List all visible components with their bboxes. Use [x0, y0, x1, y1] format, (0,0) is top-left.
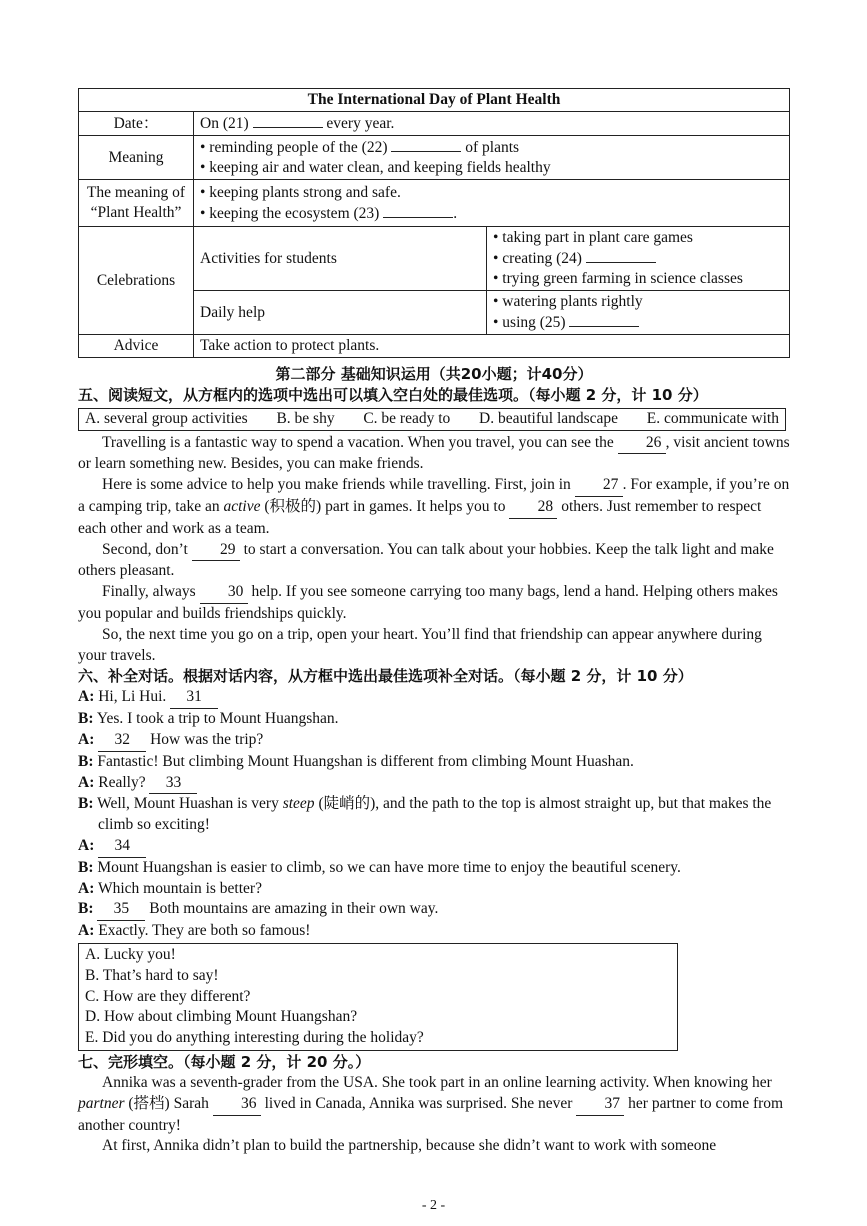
- section6-heading: 六、补全对话。根据对话内容，从方框中选出最佳选项补全对话。（每小题 2 分，计 10 分）: [78, 667, 693, 686]
- celebrations-label: Celebrations: [79, 227, 194, 335]
- dialogue-line: A: 34: [78, 836, 790, 858]
- dialogue-line: B: Yes. I took a trip to Mount Huangshan.: [78, 710, 339, 728]
- dialogue-line: A: Exactly. They are both so famous!: [78, 922, 311, 940]
- dialogue-option: C. How are they different?: [85, 987, 251, 1005]
- meaning-cell: [194, 136, 790, 180]
- exam-page: [78, 88, 790, 1157]
- section5-heading: 五、阅读短文，从方框内的选项中选出可以填入空白处的最佳选项。（每小题 2 分，计 10 分）: [78, 385, 708, 404]
- blank-31[interactable]: 31: [170, 687, 218, 709]
- dialogue-option: D. How about climbing Mount Huangshan?: [85, 1008, 358, 1026]
- meaning-label: Meaning: [79, 136, 194, 180]
- blank-21[interactable]: [253, 113, 323, 128]
- table-title: The International Day of Plant Health: [79, 89, 790, 112]
- option-a: A. several group activities: [85, 409, 248, 427]
- blank-22[interactable]: [391, 137, 461, 152]
- section5-options: [78, 408, 786, 431]
- option-d: D. beautiful landscape: [479, 409, 619, 427]
- passage-paragraph-3: Second, don’t 29 to start a conversation. You can talk about your hobbies. Keep the talk light and make others pleasant.: [78, 540, 774, 580]
- advice-text: Take action to protect plants.: [194, 335, 790, 358]
- date-post: every year.: [326, 115, 395, 132]
- date-pre: On (21): [200, 115, 249, 132]
- passage-paragraph-4: Finally, always 30 help. If you see someone carrying too many bags, lend a hand. Helping others makes you popular and builds friendships quickly.: [78, 583, 778, 622]
- cloze-paragraph-1: Annika was a seventh-grader from the USA. She took part in an online learning activity. When knowing her partner (搭档) Sarah 36 lived in Canada, Annika was surprised. She never 37 her partner to come from another country!: [78, 1073, 784, 1134]
- part2-title: 第二部分 基础知识运用（共20小题；计40分）: [275, 365, 593, 383]
- students-1: • taking part in plant care games: [493, 229, 693, 246]
- blank-23[interactable]: [383, 203, 453, 218]
- passage-paragraph-2: Here is some advice to help you make friends while travelling. First, join in 27 . For example, if you’re on a camping trip, take an active (积极的) part in games. It helps you to 28 others. Just remember to respect each other and work as a team.: [78, 476, 790, 537]
- dialogue-line: B: Mount Huangshan is easier to climb, so we can have more time to enjoy the beautiful scenery.: [78, 858, 681, 876]
- blank-27[interactable]: 27: [575, 475, 623, 497]
- dialogue-option: E. Did you do anything interesting during the holiday?: [85, 1029, 424, 1047]
- blank-30[interactable]: 30: [200, 582, 248, 604]
- passage-paragraph-5: So, the next time you go on a trip, open your heart. You’ll find that friendship can appear anywhere during your travels.: [78, 625, 762, 664]
- dialogue-line: A: Which mountain is better?: [78, 879, 262, 897]
- blank-32[interactable]: 32: [98, 730, 146, 752]
- blank-26[interactable]: 26: [618, 433, 666, 455]
- advice-label: Advice: [79, 335, 194, 358]
- dialogue-option: A. Lucky you!: [85, 945, 176, 963]
- date-label: Date：: [79, 112, 194, 136]
- blank-25[interactable]: [569, 312, 639, 327]
- dialogue-line: B: Well, Mount Huashan is very steep (陡峭的), and the path to the top is almost straight up, but that makes the climb so exciting!: [78, 795, 772, 834]
- blank-29[interactable]: 29: [192, 540, 240, 562]
- plant-health-cell: [194, 180, 790, 227]
- page-number: - 2 -: [421, 1198, 446, 1213]
- pm-1: • keeping plants strong and safe.: [200, 183, 401, 201]
- daily-2-pre: • using (25): [493, 314, 566, 331]
- dialogue-line: A: Really? 33: [78, 773, 790, 795]
- daily-label: Daily help: [194, 291, 487, 335]
- blank-33[interactable]: 33: [149, 773, 197, 795]
- dialogue-line: A: 32 How was the trip?: [78, 730, 790, 752]
- cloze-paragraph-2: At first, Annika didn’t plan to build the partnership, because she didn’t want to work with someone: [102, 1137, 717, 1155]
- date-cell: [194, 112, 790, 136]
- section7-heading: 七、完形填空。（每小题 2 分，计 20 分。）: [78, 1052, 371, 1071]
- option-e: E. communicate with: [646, 409, 779, 427]
- meaning-1-pre: • reminding people of the (22): [200, 139, 388, 156]
- section6-options: [78, 943, 678, 1051]
- dialogue-line: B: 35 Both mountains are amazing in their own way.: [78, 899, 790, 921]
- dialogue-line: B: Fantastic! But climbing Mount Huangshan is different from climbing Mount Huashan.: [78, 752, 634, 770]
- daily-1: • watering plants rightly: [493, 293, 643, 310]
- meaning-2: • keeping air and water clean, and keeping fields healthy: [200, 159, 551, 176]
- dialogue-line: A: Hi, Li Hui. 31: [78, 687, 790, 709]
- pm-2-post: .: [453, 204, 458, 222]
- daily-cell: [487, 291, 790, 335]
- passage-paragraph-1: Travelling is a fantastic way to spend a vacation. When you travel, you can see the 26 , visit ancient towns or learn something new. Besides, you can make friends.: [78, 433, 790, 473]
- section5-passage: [78, 433, 790, 667]
- students-2-pre: • creating (24): [493, 250, 582, 267]
- plant-health-table: [78, 88, 790, 358]
- blank-35[interactable]: 35: [97, 899, 145, 921]
- blank-28[interactable]: 28: [509, 497, 557, 519]
- blank-24[interactable]: [586, 248, 656, 263]
- dialogue: [78, 687, 790, 942]
- students-cell: [487, 227, 790, 291]
- option-c: C. be ready to: [363, 409, 451, 427]
- plant-health-label: The meaning of “Plant Health”: [79, 180, 194, 227]
- blank-36[interactable]: 36: [213, 1094, 261, 1116]
- students-label: Activities for students: [194, 227, 487, 291]
- option-b: B. be shy: [276, 409, 335, 427]
- blank-34[interactable]: 34: [98, 836, 146, 858]
- meaning-1-post: of plants: [465, 139, 520, 156]
- students-3: • trying green farming in science classes: [493, 270, 743, 287]
- pm-2-pre: • keeping the ecosystem (23): [200, 204, 380, 222]
- dialogue-option: B. That’s hard to say!: [85, 966, 219, 984]
- blank-37[interactable]: 37: [576, 1094, 624, 1116]
